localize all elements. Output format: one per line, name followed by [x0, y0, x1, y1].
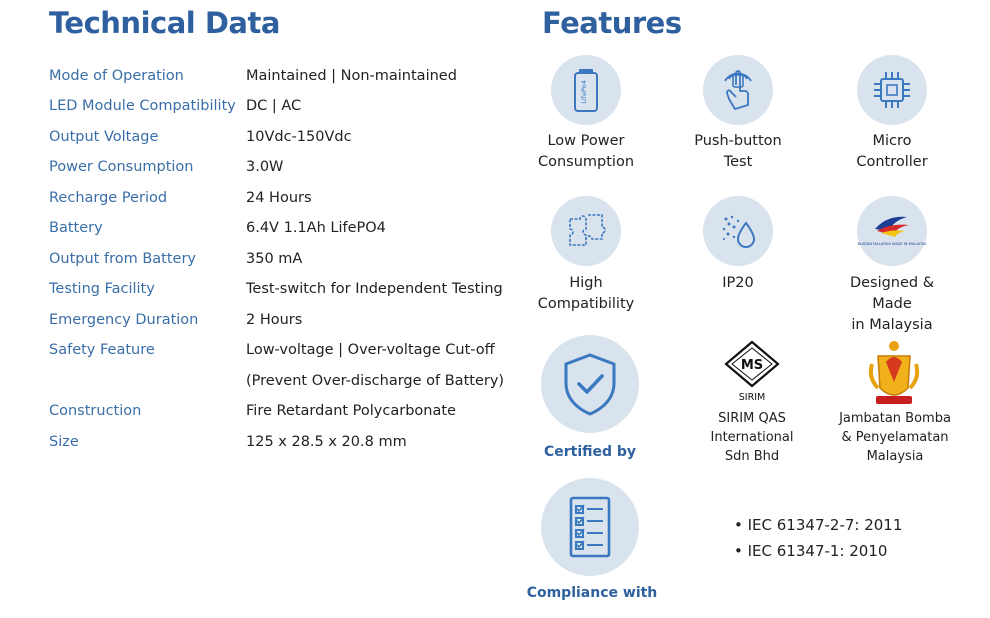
push-button-hand-icon: [703, 55, 773, 125]
spec-row: [49, 159, 499, 189]
spec-label: Output Voltage: [49, 129, 159, 145]
standard-item: • IEC 61347-1: 2010: [734, 542, 902, 568]
spec-row: [49, 129, 499, 159]
spec-label: LED Module Compatibility: [49, 98, 236, 114]
org-label: Jambatan Bomba & Penyelamatan Malaysia: [839, 411, 951, 464]
spec-row: [49, 403, 499, 433]
feature-label: Low Power Consumption: [537, 133, 635, 170]
spec-label: Power Consumption: [49, 159, 194, 175]
spec-row: [49, 281, 503, 311]
spec-label: Testing Facility: [49, 281, 155, 297]
spec-value: 2 Hours: [246, 312, 303, 328]
water-drop-icon: [703, 196, 773, 266]
compliance-with-caption: Compliance with: [526, 585, 658, 601]
feature-label: High Compatibility: [537, 275, 635, 312]
spec-value: Fire Retardant Polycarbonate: [246, 403, 456, 419]
spec-row: [49, 373, 505, 403]
features-title: Features: [542, 6, 682, 40]
spec-label: Construction: [49, 403, 142, 419]
spec-value: Test-switch for Independent Testing: [246, 281, 503, 297]
certified-by-caption: Certified by: [543, 444, 637, 460]
sirim-ms-logo-icon: [722, 340, 782, 410]
spec-row: [49, 342, 499, 372]
feature-label: Designed & Made in Malaysia: [849, 275, 935, 333]
spec-label: Safety Feature: [49, 342, 155, 358]
spec-row: [49, 68, 499, 98]
spec-value: Low-voltage | Over-voltage Cut-off: [246, 342, 495, 358]
puzzle-icon: [551, 196, 621, 266]
battery-lifepo4-icon: [551, 55, 621, 125]
feature-label: Push-button Test: [694, 133, 782, 170]
spec-value: 125 x 28.5 x 20.8 mm: [246, 434, 407, 450]
spec-row: [49, 434, 499, 464]
spec-label: Recharge Period: [49, 190, 168, 206]
spec-label: Size: [49, 434, 79, 450]
feature-label: Micro Controller: [856, 133, 928, 170]
spec-value: (Prevent Over-discharge of Battery): [246, 373, 505, 389]
spec-value: 24 Hours: [246, 190, 312, 206]
sirim-logo-text: MS: [740, 358, 764, 373]
spec-row: [49, 220, 499, 250]
feature-label: IP20: [722, 275, 754, 291]
spec-value: 10Vdc-150Vdc: [246, 129, 352, 145]
shield-check-icon: [541, 335, 639, 433]
spec-row: [49, 190, 499, 220]
technical-data-title: Technical Data: [49, 6, 280, 40]
spec-row: [49, 312, 499, 342]
sirim-logo-sub: SIRIM: [738, 392, 766, 403]
checklist-icon: [541, 478, 639, 576]
spec-value: 6.4V 1.1Ah LifePO4: [246, 220, 386, 236]
standards-list: [734, 516, 902, 568]
microchip-icon: [857, 55, 927, 125]
spec-value: DC | AC: [246, 98, 302, 114]
battery-icon-text: LifePo4: [580, 80, 588, 104]
spec-label: Emergency Duration: [49, 312, 199, 328]
spec-value: 350 mA: [246, 251, 303, 267]
spec-label: Output from Battery: [49, 251, 196, 267]
standard-item: • IEC 61347-2-7: 2011: [734, 516, 902, 542]
malaysia-made-logo-icon: [857, 196, 927, 266]
bomba-crest-icon: [866, 338, 922, 410]
spec-value: 3.0W: [246, 159, 284, 175]
spec-label: Mode of Operation: [49, 68, 184, 84]
spec-row: [49, 251, 499, 281]
org-label: SIRIM QAS International Sdn Bhd: [710, 411, 794, 464]
spec-row: [49, 98, 499, 128]
spec-label: Battery: [49, 220, 103, 236]
spec-value: Maintained | Non-maintained: [246, 68, 457, 84]
malaysia-logo-text: BUATAN MALAYSIA MADE IN MALAYSIA: [857, 242, 927, 246]
